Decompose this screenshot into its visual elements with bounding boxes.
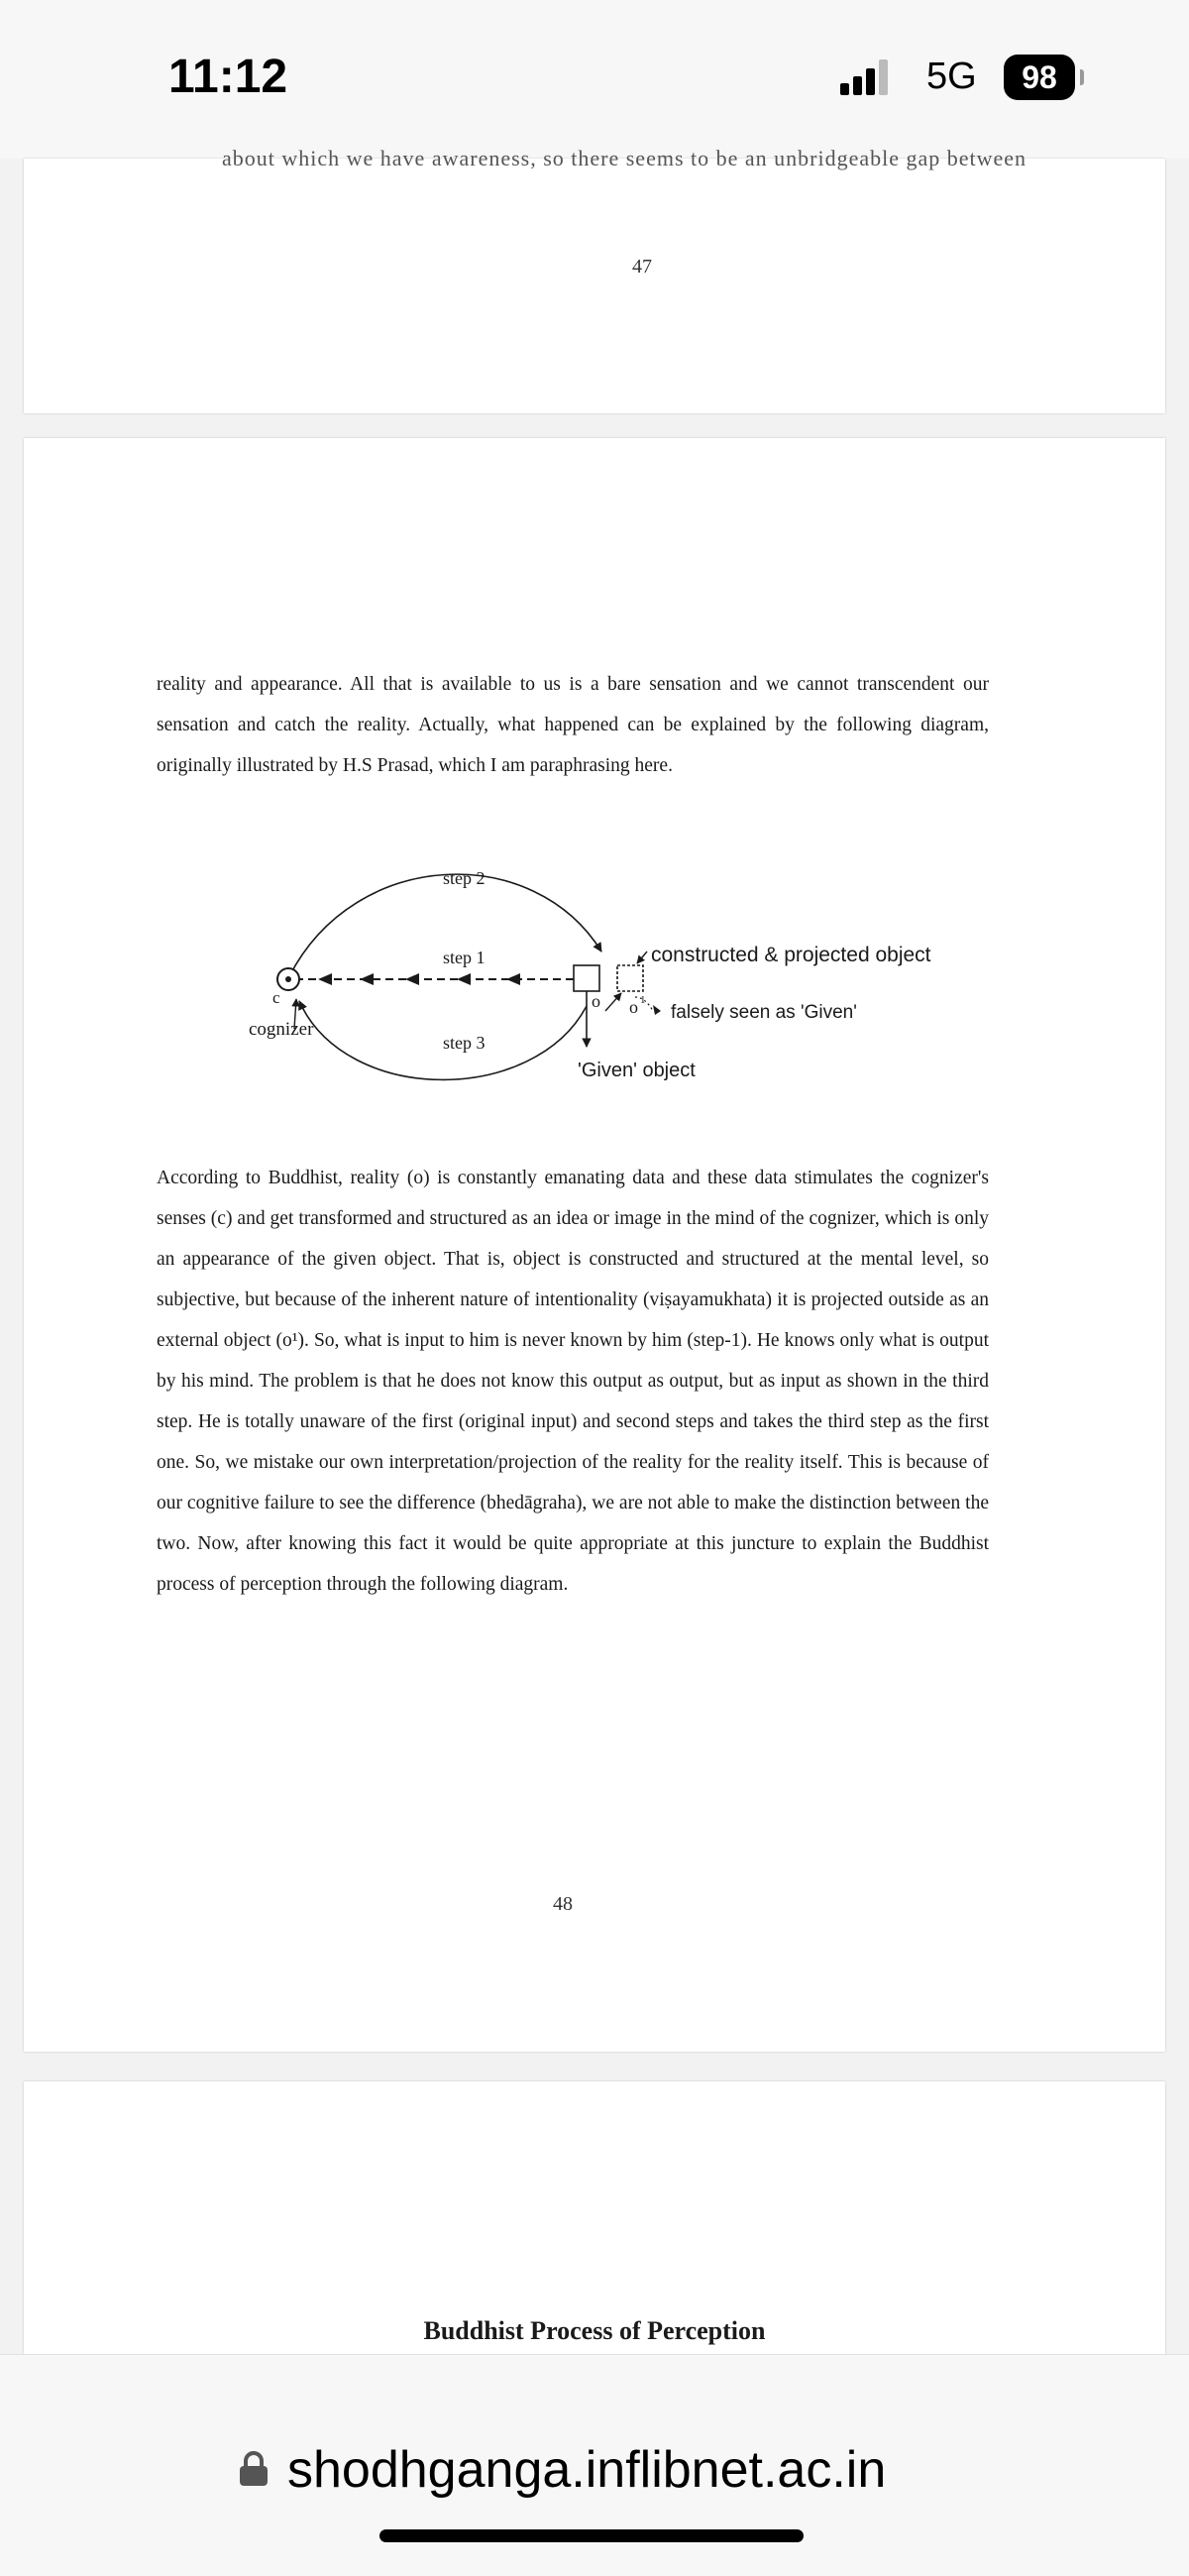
object-square — [574, 965, 599, 991]
network-type: 5G — [926, 56, 977, 97]
step1-label: step 1 — [443, 948, 486, 967]
cut-off-text-line: about which we have awareness, so there seems to be an unbridgeable gap between — [222, 146, 1027, 170]
c-label: c — [272, 988, 280, 1007]
o-label: o — [592, 991, 600, 1011]
o-prime-label: o — [629, 997, 638, 1017]
clock: 11:12 — [168, 51, 288, 103]
battery-icon: 98 — [1004, 55, 1075, 100]
page-number: 48 — [553, 1893, 573, 1915]
projected-object-square — [617, 965, 643, 991]
status-bar — [0, 0, 1189, 170]
intro-paragraph: reality and appearance. All that is available to us is a bare sensation and we cannot transcendent our sensation and catch the reality. Actually, what happened can be explained by the following diagram, originally illustrated by H.S Prasad, which I am paraphrasing here. — [157, 674, 989, 776]
constructed-label: constructed & projected object — [651, 944, 931, 966]
cellular-signal-icon — [840, 59, 892, 95]
document-page-47 — [24, 146, 1165, 413]
given-object-label: 'Given' object — [578, 1060, 696, 1081]
step3-label: step 3 — [443, 1033, 486, 1053]
url-text[interactable]: shodhganga.inflibnet.ac.in — [287, 2441, 887, 2499]
document-page-49 — [24, 2081, 1165, 2354]
body-paragraph: According to Buddhist, reality (o) is constantly emanating data and these data stimulates the cognizer's senses (c) and get transformed and structured as an idea or image in the mind of the cognizer, which is only an appearance of the given object. That is, object is constructed and structured at the mental level, so subjective, but because of the inherent nature of intentionality (viṣayamukhata) it is projected outside as an external object (o¹). So, what is input to him is never known by him (step-1). He knows only what is output by his mind. The problem is that he does not know this output as output, but as input as shown in the third step. He is totally unaware of the first (original input) and second steps and takes the third step as the first one. So, we mistake our own interpretation/projection of the reality for the reality itself. This is because of our cognitive failure to see the difference (bhedāgraha), we are not able to make the distinction between the two. Now, after knowing this fact it would be quite appropriate at this juncture to explain the Buddhist process of perception through the following diagram. — [157, 1168, 989, 1595]
home-indicator[interactable] — [379, 2529, 804, 2542]
lock-icon — [238, 2450, 270, 2488]
battery-cap — [1080, 69, 1084, 85]
o-prime-superscript: 1 — [640, 994, 646, 1006]
cognizer-label: cognizer — [249, 1019, 314, 1040]
page-number: 47 — [632, 256, 652, 278]
falsely-seen-label: falsely seen as 'Given' — [671, 1002, 857, 1023]
perception-diagram — [237, 852, 990, 1120]
section-heading: Buddhist Process of Perception — [423, 2316, 766, 2345]
step2-label: step 2 — [443, 868, 486, 888]
browser-address-bar[interactable] — [0, 2354, 1189, 2576]
document-page-48 — [24, 438, 1165, 2052]
